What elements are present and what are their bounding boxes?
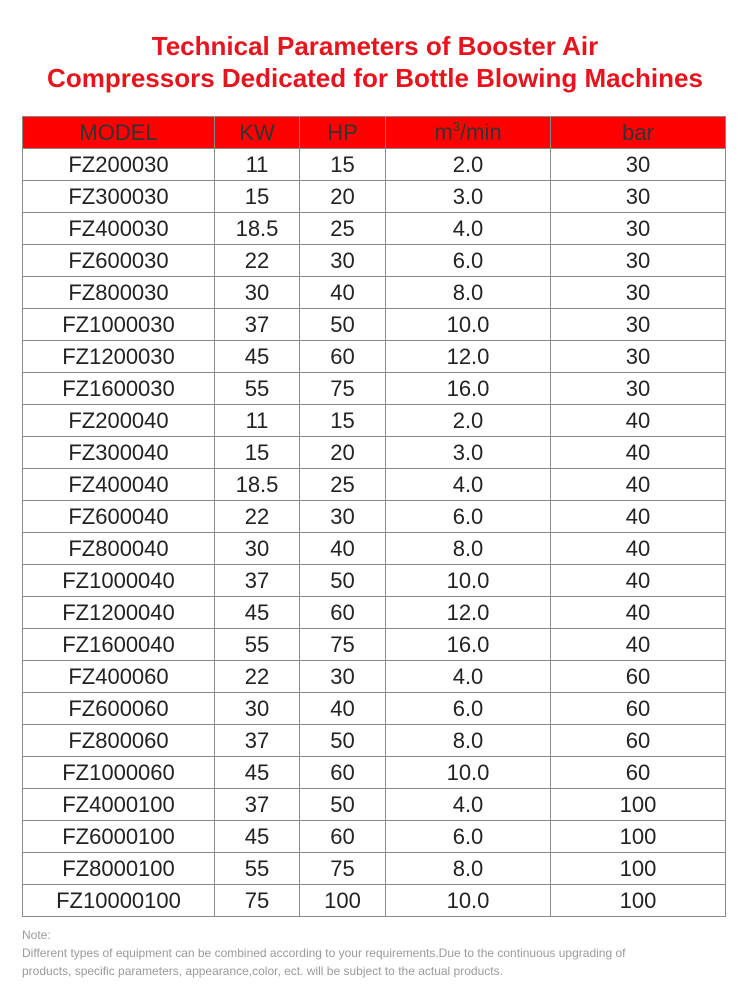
cell-model: FZ1200040 <box>23 597 215 629</box>
cell-flow: 6.0 <box>386 821 551 853</box>
cell-bar: 60 <box>551 757 726 789</box>
cell-bar: 30 <box>551 373 726 405</box>
cell-hp: 50 <box>300 309 386 341</box>
cell-kw: 37 <box>215 789 300 821</box>
cell-bar: 40 <box>551 629 726 661</box>
cell-hp: 40 <box>300 693 386 725</box>
cell-model: FZ300040 <box>23 437 215 469</box>
cell-bar: 40 <box>551 501 726 533</box>
table-row <box>23 341 726 373</box>
cell-model: FZ1200030 <box>23 341 215 373</box>
table-row <box>23 757 726 789</box>
note-line-2: products, specific parameters, appearance,color, ect. will be subject to the actual products. <box>22 964 503 978</box>
cell-model: FZ1000040 <box>23 565 215 597</box>
cell-hp: 50 <box>300 565 386 597</box>
cell-hp: 40 <box>300 277 386 309</box>
table-row <box>23 853 726 885</box>
cell-hp: 40 <box>300 533 386 565</box>
cell-model: FZ400030 <box>23 213 215 245</box>
note-label: Note: <box>22 928 51 942</box>
cell-flow: 12.0 <box>386 341 551 373</box>
cell-kw: 30 <box>215 277 300 309</box>
cell-model: FZ10000100 <box>23 885 215 917</box>
cell-model: FZ400040 <box>23 469 215 501</box>
cell-bar: 30 <box>551 149 726 181</box>
cell-flow: 8.0 <box>386 277 551 309</box>
cell-kw: 22 <box>215 245 300 277</box>
cell-model: FZ1000030 <box>23 309 215 341</box>
table-row <box>23 597 726 629</box>
table-row <box>23 213 726 245</box>
cell-model: FZ1000060 <box>23 757 215 789</box>
cell-model: FZ600060 <box>23 693 215 725</box>
cell-hp: 30 <box>300 661 386 693</box>
cell-kw: 37 <box>215 565 300 597</box>
cell-bar: 40 <box>551 597 726 629</box>
cell-kw: 37 <box>215 309 300 341</box>
cell-flow: 10.0 <box>386 885 551 917</box>
table-row <box>23 661 726 693</box>
header-bar: bar <box>551 117 726 149</box>
header-kw: KW <box>215 117 300 149</box>
cell-hp: 50 <box>300 789 386 821</box>
cell-hp: 20 <box>300 181 386 213</box>
cell-model: FZ400060 <box>23 661 215 693</box>
cell-kw: 22 <box>215 661 300 693</box>
cell-hp: 75 <box>300 373 386 405</box>
cell-hp: 60 <box>300 341 386 373</box>
cell-bar: 60 <box>551 693 726 725</box>
table-row <box>23 309 726 341</box>
cell-kw: 55 <box>215 629 300 661</box>
cell-kw: 37 <box>215 725 300 757</box>
table-row <box>23 405 726 437</box>
cell-model: FZ1600030 <box>23 373 215 405</box>
cell-bar: 30 <box>551 341 726 373</box>
cell-model: FZ600030 <box>23 245 215 277</box>
cell-kw: 11 <box>215 405 300 437</box>
cell-bar: 30 <box>551 181 726 213</box>
cell-flow: 4.0 <box>386 661 551 693</box>
cell-bar: 40 <box>551 437 726 469</box>
header-flow-base: m <box>434 119 453 145</box>
cell-hp: 60 <box>300 597 386 629</box>
table-row <box>23 533 726 565</box>
cell-model: FZ600040 <box>23 501 215 533</box>
page-title <box>0 30 750 94</box>
cell-kw: 18.5 <box>215 213 300 245</box>
title-line-2: Compressors Dedicated for Bottle Blowing Machines <box>47 63 703 93</box>
cell-flow: 16.0 <box>386 629 551 661</box>
header-hp: HP <box>300 117 386 149</box>
note-line-1: Different types of equipment can be combined according to your requirements.Due to the continuous upgrading of <box>22 946 626 960</box>
cell-hp: 75 <box>300 629 386 661</box>
cell-flow: 4.0 <box>386 789 551 821</box>
cell-hp: 15 <box>300 149 386 181</box>
table-row <box>23 181 726 213</box>
cell-kw: 45 <box>215 341 300 373</box>
cell-bar: 30 <box>551 245 726 277</box>
cell-kw: 15 <box>215 181 300 213</box>
cell-flow: 16.0 <box>386 373 551 405</box>
cell-hp: 25 <box>300 213 386 245</box>
cell-model: FZ1600040 <box>23 629 215 661</box>
cell-flow: 12.0 <box>386 597 551 629</box>
header-model: MODEL <box>23 117 215 149</box>
cell-hp: 60 <box>300 757 386 789</box>
cell-flow: 3.0 <box>386 181 551 213</box>
cell-flow: 6.0 <box>386 501 551 533</box>
cell-bar: 100 <box>551 885 726 917</box>
table-row <box>23 565 726 597</box>
cell-flow: 4.0 <box>386 213 551 245</box>
cell-kw: 11 <box>215 149 300 181</box>
cell-hp: 25 <box>300 469 386 501</box>
cell-hp: 30 <box>300 501 386 533</box>
cell-flow: 8.0 <box>386 725 551 757</box>
table-row <box>23 821 726 853</box>
cell-flow: 3.0 <box>386 437 551 469</box>
cell-bar: 40 <box>551 469 726 501</box>
cell-flow: 8.0 <box>386 853 551 885</box>
title-line-1: Technical Parameters of Booster Air <box>151 31 599 61</box>
cell-bar: 100 <box>551 821 726 853</box>
cell-bar: 30 <box>551 309 726 341</box>
table-row <box>23 725 726 757</box>
cell-model: FZ800060 <box>23 725 215 757</box>
cell-kw: 45 <box>215 757 300 789</box>
cell-model: FZ4000100 <box>23 789 215 821</box>
table-row <box>23 149 726 181</box>
cell-bar: 60 <box>551 725 726 757</box>
cell-bar: 60 <box>551 661 726 693</box>
cell-flow: 6.0 <box>386 245 551 277</box>
header-flow <box>386 117 551 149</box>
cell-kw: 75 <box>215 885 300 917</box>
cell-hp: 15 <box>300 405 386 437</box>
cell-model: FZ800030 <box>23 277 215 309</box>
cell-model: FZ300030 <box>23 181 215 213</box>
table-row <box>23 693 726 725</box>
cell-bar: 100 <box>551 789 726 821</box>
cell-flow: 2.0 <box>386 405 551 437</box>
cell-bar: 30 <box>551 213 726 245</box>
cell-flow: 4.0 <box>386 469 551 501</box>
table-body <box>23 149 726 917</box>
cell-model: FZ8000100 <box>23 853 215 885</box>
header-flow-unit: /min <box>460 119 502 145</box>
cell-kw: 15 <box>215 437 300 469</box>
table-row <box>23 885 726 917</box>
cell-bar: 40 <box>551 565 726 597</box>
cell-flow: 10.0 <box>386 565 551 597</box>
cell-flow: 10.0 <box>386 309 551 341</box>
cell-kw: 45 <box>215 821 300 853</box>
cell-kw: 30 <box>215 693 300 725</box>
table-row <box>23 245 726 277</box>
cell-hp: 30 <box>300 245 386 277</box>
cell-flow: 8.0 <box>386 533 551 565</box>
cell-model: FZ6000100 <box>23 821 215 853</box>
cell-model: FZ200040 <box>23 405 215 437</box>
cell-model: FZ200030 <box>23 149 215 181</box>
cell-flow: 10.0 <box>386 757 551 789</box>
cell-kw: 45 <box>215 597 300 629</box>
cell-bar: 100 <box>551 853 726 885</box>
cell-flow: 6.0 <box>386 693 551 725</box>
cell-bar: 40 <box>551 405 726 437</box>
table-header-row <box>23 117 726 149</box>
cell-kw: 22 <box>215 501 300 533</box>
table-row <box>23 277 726 309</box>
header-flow-sup: 3 <box>452 119 460 135</box>
table-row <box>23 373 726 405</box>
cell-model: FZ800040 <box>23 533 215 565</box>
table-row <box>23 501 726 533</box>
cell-hp: 75 <box>300 853 386 885</box>
cell-kw: 30 <box>215 533 300 565</box>
table-row <box>23 437 726 469</box>
table-row <box>23 629 726 661</box>
table-row <box>23 789 726 821</box>
cell-hp: 100 <box>300 885 386 917</box>
spec-table <box>22 116 726 917</box>
cell-bar: 40 <box>551 533 726 565</box>
cell-hp: 50 <box>300 725 386 757</box>
cell-kw: 18.5 <box>215 469 300 501</box>
cell-flow: 2.0 <box>386 149 551 181</box>
cell-hp: 60 <box>300 821 386 853</box>
note <box>22 926 728 980</box>
cell-kw: 55 <box>215 373 300 405</box>
cell-hp: 20 <box>300 437 386 469</box>
table-row <box>23 469 726 501</box>
cell-kw: 55 <box>215 853 300 885</box>
cell-bar: 30 <box>551 277 726 309</box>
